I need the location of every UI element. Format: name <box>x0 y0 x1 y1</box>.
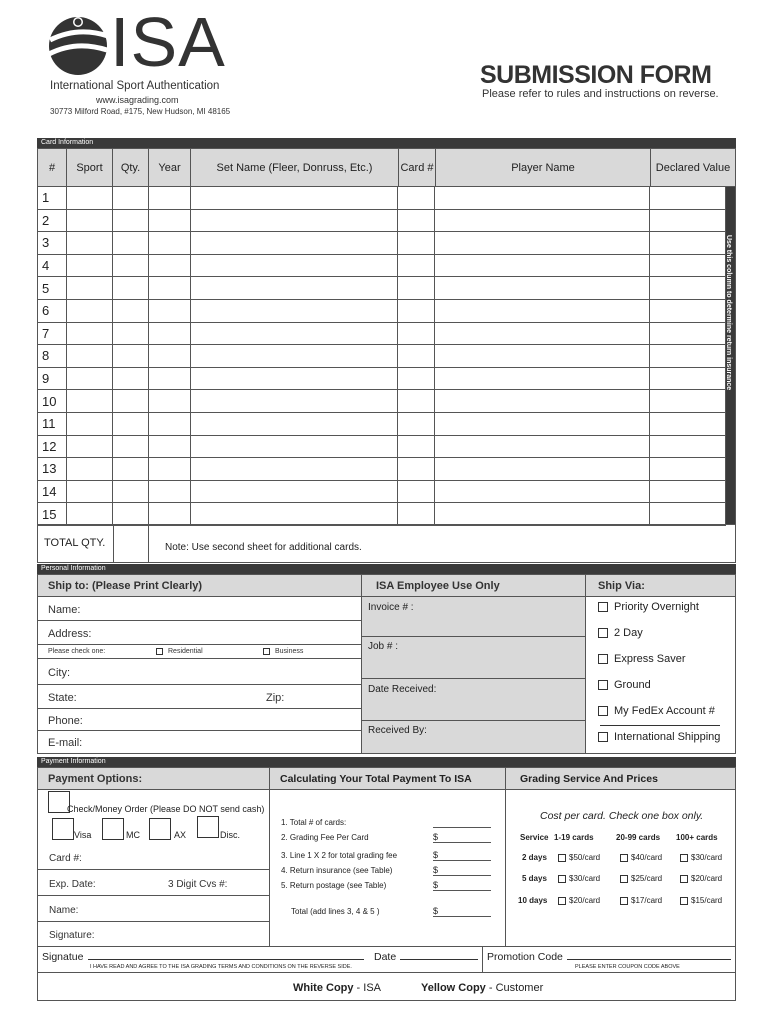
ship-option-checkbox[interactable] <box>598 680 608 690</box>
card-row <box>38 412 726 435</box>
card-table-header <box>38 149 735 187</box>
white-copy-label: White Copy <box>293 982 354 994</box>
row-number: 10 <box>38 390 67 413</box>
card-cell[interactable] <box>435 322 650 345</box>
price-option-checkbox[interactable] <box>680 854 688 862</box>
card-cell[interactable] <box>435 209 650 232</box>
card-cell[interactable] <box>398 367 435 390</box>
job-field[interactable]: Job # : <box>362 637 586 679</box>
footer-signature-row <box>37 947 736 973</box>
state-zip-field[interactable]: State: Zip: <box>38 685 362 709</box>
row-number: 7 <box>38 322 67 345</box>
calc-line-label: 2. Grading Fee Per Card <box>281 833 369 842</box>
card-cell[interactable] <box>435 299 650 322</box>
ax-checkbox[interactable] <box>149 818 171 840</box>
card-cell[interactable] <box>66 209 112 232</box>
row-number: 13 <box>38 458 67 481</box>
card-cell[interactable] <box>650 232 726 255</box>
card-cell[interactable] <box>435 503 650 526</box>
ship-via-options <box>586 597 735 753</box>
price-option-label: $30/card <box>691 853 723 862</box>
card-cell[interactable] <box>112 412 148 435</box>
globe-logo-icon <box>46 14 110 78</box>
card-cell[interactable] <box>148 367 190 390</box>
calc-line-label: 1. Total # of cards: <box>281 818 347 827</box>
ship-option-label: My FedEx Account # <box>614 705 715 717</box>
card-row <box>38 322 726 345</box>
card-cell[interactable] <box>398 322 435 345</box>
yellow-copy-label: Yellow Copy <box>421 982 486 994</box>
ship-option-label: International Shipping <box>614 731 721 743</box>
calc-dollar: $ <box>433 832 439 842</box>
payment-info-section-bar: Payment Information <box>37 757 736 767</box>
card-cell[interactable] <box>112 232 148 255</box>
price-option-checkbox[interactable] <box>680 875 688 883</box>
card-cell[interactable] <box>435 187 650 210</box>
promo-code-area[interactable] <box>483 947 735 972</box>
price-col-header: 1-19 cards <box>554 833 594 842</box>
received-by-field[interactable]: Received By: <box>362 721 586 753</box>
calc-line-field[interactable] <box>433 827 491 828</box>
card-cell[interactable] <box>112 435 148 458</box>
invoice-field[interactable]: Invoice # : <box>362 597 586 637</box>
card-cell[interactable] <box>650 412 726 435</box>
form-title: SUBMISSION FORM <box>480 61 712 89</box>
card-cell[interactable] <box>398 390 435 413</box>
ship-option[interactable] <box>598 731 720 743</box>
card-cell[interactable] <box>398 187 435 210</box>
card-cell[interactable] <box>66 277 112 300</box>
row-number: 14 <box>38 480 67 503</box>
ship-option-checkbox[interactable] <box>598 602 608 612</box>
calc-line-field[interactable] <box>433 842 491 843</box>
card-cell[interactable] <box>148 232 190 255</box>
card-cell[interactable] <box>112 503 148 526</box>
price-option-label: $20/card <box>569 896 601 905</box>
card-cell[interactable] <box>66 367 112 390</box>
price-service: 5 days <box>522 874 547 883</box>
card-cell[interactable] <box>148 435 190 458</box>
card-row <box>38 435 726 458</box>
card-cell[interactable] <box>650 299 726 322</box>
row-number: 15 <box>38 503 67 526</box>
card-row <box>38 209 726 232</box>
col-card-number: Card # <box>399 149 436 186</box>
card-cell[interactable] <box>190 345 398 368</box>
card-row <box>38 367 726 390</box>
price-option-label: $20/card <box>691 874 723 883</box>
calc-line-label: 5. Return postage (see Table) <box>281 881 387 890</box>
disc-checkbox[interactable] <box>197 816 219 838</box>
row-number: 9 <box>38 367 67 390</box>
card-cell[interactable] <box>650 503 726 526</box>
card-cell[interactable] <box>112 390 148 413</box>
row-number: 3 <box>38 232 67 255</box>
card-cell[interactable] <box>435 345 650 368</box>
logo-text: ISA <box>110 3 226 81</box>
card-cell[interactable] <box>66 390 112 413</box>
price-option[interactable] <box>620 896 662 905</box>
card-cell[interactable] <box>112 277 148 300</box>
card-cell[interactable] <box>66 322 112 345</box>
card-cell[interactable] <box>650 209 726 232</box>
org-address: 30773 Milford Road, #175, New Hudson, MI 48165 <box>50 107 231 116</box>
calc-total-field[interactable] <box>433 916 491 917</box>
row-number: 2 <box>38 209 67 232</box>
total-qty-label: TOTAL QTY. <box>44 537 106 549</box>
card-cell[interactable] <box>435 458 650 481</box>
exp-cvs-field[interactable]: Exp. Date: 3 Digit Cvs #: <box>38 870 269 896</box>
price-option-checkbox[interactable] <box>620 897 628 905</box>
price-option[interactable] <box>558 853 600 862</box>
price-col-header: 100+ cards <box>676 833 718 842</box>
card-cell[interactable] <box>190 209 398 232</box>
card-cell[interactable] <box>650 277 726 300</box>
card-cell[interactable] <box>148 480 190 503</box>
card-cell[interactable] <box>435 412 650 435</box>
card-cell[interactable] <box>66 503 112 526</box>
insurance-side-note: Use this column to determine return insurance <box>725 235 732 391</box>
row-number: 11 <box>38 412 67 435</box>
calc-line-field[interactable] <box>433 860 491 861</box>
card-row <box>38 232 726 255</box>
price-option[interactable] <box>680 853 722 862</box>
card-cell[interactable] <box>650 480 726 503</box>
card-cell[interactable] <box>148 322 190 345</box>
personal-info-block <box>37 574 736 754</box>
yellow-copy-recipient: - Customer <box>485 982 544 994</box>
fedex-account-line <box>600 725 720 726</box>
card-cell[interactable] <box>190 367 398 390</box>
card-cell[interactable] <box>398 299 435 322</box>
price-option[interactable] <box>680 874 722 883</box>
card-cell[interactable] <box>650 367 726 390</box>
card-cell[interactable] <box>435 277 650 300</box>
price-option-label: $50/card <box>569 853 601 862</box>
ship-option[interactable] <box>598 653 686 665</box>
price-option-checkbox[interactable] <box>558 854 566 862</box>
calc-line-field[interactable] <box>433 875 491 876</box>
card-cell[interactable] <box>66 299 112 322</box>
row-number: 5 <box>38 277 67 300</box>
visa-checkbox[interactable] <box>52 818 74 840</box>
price-service: 2 days <box>522 853 547 862</box>
card-cell[interactable] <box>650 322 726 345</box>
card-row <box>38 277 726 300</box>
grading-header: Grading Service And Prices <box>506 768 735 790</box>
card-cell[interactable] <box>148 412 190 435</box>
address-type-row: Please check one: Residential Business <box>38 645 362 659</box>
card-cell[interactable] <box>148 187 190 210</box>
card-cell[interactable] <box>190 480 398 503</box>
card-row <box>38 254 726 277</box>
card-cell[interactable] <box>398 277 435 300</box>
signature-field[interactable]: Signature: <box>49 930 95 941</box>
white-copy-recipient: - ISA <box>353 982 382 994</box>
isa-logo <box>46 3 246 82</box>
org-name: International Sport Authentication <box>50 80 220 92</box>
ship-option-label: 2 Day <box>614 627 643 639</box>
col-year: Year <box>149 149 191 186</box>
signature-label: Signatue <box>42 951 84 963</box>
ship-option-label: Priority Overnight <box>614 601 699 613</box>
calc-area <box>270 790 506 946</box>
ship-option-label: Ground <box>614 679 651 691</box>
copy-distribution-row <box>37 973 736 1001</box>
row-number: 4 <box>38 254 67 277</box>
card-cell[interactable] <box>66 232 112 255</box>
date-label: Date <box>374 951 397 963</box>
payment-info-block <box>37 767 736 947</box>
price-col-header: 20-99 cards <box>616 833 661 842</box>
card-cell[interactable] <box>650 254 726 277</box>
card-cell[interactable] <box>190 187 398 210</box>
ship-option[interactable] <box>598 627 643 639</box>
price-option[interactable] <box>620 853 662 862</box>
calc-line-field[interactable] <box>433 890 491 891</box>
calc-line-label: 4. Return insurance (see Table) <box>281 866 393 875</box>
insurance-side-column <box>725 187 735 524</box>
price-option[interactable] <box>620 874 662 883</box>
price-col-header: Service <box>520 833 549 842</box>
price-option-label: $15/card <box>691 896 723 905</box>
card-cell[interactable] <box>398 254 435 277</box>
card-cell[interactable] <box>190 503 398 526</box>
ship-option-checkbox[interactable] <box>598 706 608 716</box>
ship-option-checkbox[interactable] <box>598 654 608 664</box>
card-cell[interactable] <box>190 412 398 435</box>
card-cell[interactable] <box>148 458 190 481</box>
card-cell[interactable] <box>398 232 435 255</box>
card-cell[interactable] <box>148 277 190 300</box>
card-cell[interactable] <box>148 345 190 368</box>
ship-via-header: Ship Via: <box>586 575 735 597</box>
city-field[interactable]: City: <box>38 659 362 685</box>
price-option[interactable] <box>558 896 600 905</box>
card-cell[interactable] <box>190 322 398 345</box>
promo-label: Promotion Code <box>487 951 563 963</box>
price-option[interactable] <box>680 896 722 905</box>
calc-dollar: $ <box>433 865 439 875</box>
ship-option[interactable] <box>598 679 651 691</box>
card-cell[interactable] <box>190 232 398 255</box>
signature-line-area[interactable] <box>38 947 483 972</box>
card-cell[interactable] <box>148 503 190 526</box>
ship-option-checkbox[interactable] <box>598 628 608 638</box>
card-row <box>38 503 726 526</box>
card-cell[interactable] <box>435 390 650 413</box>
card-row <box>38 458 726 481</box>
card-cell[interactable] <box>112 345 148 368</box>
card-cell[interactable] <box>66 412 112 435</box>
col-number: # <box>38 149 67 186</box>
col-qty: Qty. <box>113 149 149 186</box>
price-option-checkbox[interactable] <box>558 875 566 883</box>
payment-options-header: Payment Options: <box>38 768 270 790</box>
card-cell[interactable] <box>66 435 112 458</box>
card-cell[interactable] <box>190 458 398 481</box>
price-service: 10 days <box>518 896 548 905</box>
price-option-label: $25/card <box>631 874 663 883</box>
col-set-name: Set Name (Fleer, Donruss, Etc.) <box>191 149 399 186</box>
mc-checkbox[interactable] <box>102 818 124 840</box>
card-cell[interactable] <box>398 345 435 368</box>
card-cell[interactable] <box>66 458 112 481</box>
price-option-checkbox[interactable] <box>620 875 628 883</box>
cardholder-name-field[interactable]: Name: <box>38 896 269 922</box>
card-cell[interactable] <box>112 480 148 503</box>
calc-header: Calculating Your Total Payment To ISA <box>270 768 506 790</box>
price-option-checkbox[interactable] <box>558 897 566 905</box>
price-option[interactable] <box>558 874 600 883</box>
card-table <box>37 148 736 563</box>
card-number-field[interactable]: Card #: <box>38 844 269 870</box>
date-received-field[interactable]: Date Received: <box>362 679 586 721</box>
promo-note: PLEASE ENTER COUPON CODE ABOVE <box>575 964 680 970</box>
col-player-name: Player Name <box>436 149 651 186</box>
card-cell[interactable] <box>112 187 148 210</box>
card-row <box>38 299 726 322</box>
address-field[interactable]: Address: <box>38 621 362 645</box>
ship-option[interactable] <box>598 705 715 717</box>
website: www.isagrading.com <box>96 95 179 105</box>
personal-info-section-bar: Personal Information <box>37 564 736 574</box>
card-cell[interactable] <box>650 345 726 368</box>
card-rows <box>37 186 726 526</box>
calc-dollar: $ <box>433 880 439 890</box>
card-cell[interactable] <box>398 458 435 481</box>
card-cell[interactable] <box>112 209 148 232</box>
row-number: 8 <box>38 345 67 368</box>
card-cell[interactable] <box>398 209 435 232</box>
card-cell[interactable] <box>435 232 650 255</box>
card-cell[interactable] <box>398 480 435 503</box>
employee-use-header: ISA Employee Use Only <box>362 575 586 597</box>
signature-line <box>88 959 364 960</box>
card-cell[interactable] <box>148 209 190 232</box>
card-cell[interactable] <box>435 480 650 503</box>
card-cell[interactable] <box>190 277 398 300</box>
payment-options-area: Check/Money Order (Please DO NOT send cash) Visa MC AX Disc. Card #: Exp. Date: 3 Digit Cvs #: Name: Signature: <box>38 790 270 946</box>
card-cell[interactable] <box>66 254 112 277</box>
card-cell[interactable] <box>435 435 650 458</box>
card-cell[interactable] <box>650 390 726 413</box>
card-row <box>38 187 726 210</box>
card-cell[interactable] <box>190 299 398 322</box>
card-cell[interactable] <box>190 390 398 413</box>
ship-to-header: Ship to: (Please Print Clearly) <box>38 575 362 597</box>
price-option-label: $17/card <box>631 896 663 905</box>
card-cell[interactable] <box>112 254 148 277</box>
additional-cards-note: Note: Use second sheet for additional cards. <box>165 542 362 553</box>
grading-note: Cost per card. Check one box only. <box>540 810 704 822</box>
row-number: 1 <box>38 187 67 210</box>
card-cell[interactable] <box>66 480 112 503</box>
total-row <box>38 524 735 562</box>
price-option-label: $30/card <box>569 874 601 883</box>
calc-dollar: $ <box>433 850 439 860</box>
card-cell[interactable] <box>398 503 435 526</box>
promo-line <box>567 959 731 960</box>
card-cell[interactable] <box>148 299 190 322</box>
residential-checkbox[interactable] <box>156 648 163 655</box>
business-checkbox[interactable] <box>263 648 270 655</box>
name-field[interactable]: Name: <box>38 597 362 621</box>
card-cell[interactable] <box>650 187 726 210</box>
price-option-checkbox[interactable] <box>680 897 688 905</box>
email-field[interactable]: E-mail: <box>38 731 362 753</box>
calc-total-dollar: $ <box>433 906 439 916</box>
form-subtitle: Please refer to rules and instructions on reverse. <box>482 88 719 100</box>
card-cell[interactable] <box>112 322 148 345</box>
card-cell[interactable] <box>435 254 650 277</box>
card-cell[interactable] <box>148 254 190 277</box>
card-cell[interactable] <box>190 435 398 458</box>
card-cell[interactable] <box>650 458 726 481</box>
calc-total-label: Total (add lines 3, 4 & 5 ) <box>291 907 380 916</box>
card-row <box>38 390 726 413</box>
card-info-section-bar: Card Information <box>37 138 736 148</box>
row-number: 6 <box>38 299 67 322</box>
price-option-label: $40/card <box>631 853 663 862</box>
card-cell[interactable] <box>112 367 148 390</box>
card-cell[interactable] <box>435 367 650 390</box>
total-qty-field[interactable] <box>113 525 149 563</box>
card-cell[interactable] <box>112 458 148 481</box>
price-option-checkbox[interactable] <box>620 854 628 862</box>
ship-option[interactable] <box>598 601 699 613</box>
col-declared-value: Declared Value <box>651 149 735 186</box>
calc-line-label: 3. Line 1 X 2 for total grading fee <box>281 851 398 860</box>
col-sport: Sport <box>67 149 113 186</box>
card-cell[interactable] <box>148 390 190 413</box>
card-cell[interactable] <box>66 187 112 210</box>
card-row <box>38 345 726 368</box>
grading-area <box>506 790 735 946</box>
card-cell[interactable] <box>398 412 435 435</box>
card-cell[interactable] <box>66 345 112 368</box>
card-cell[interactable] <box>190 254 398 277</box>
ship-option-checkbox[interactable] <box>598 732 608 742</box>
date-line <box>400 959 478 960</box>
card-row <box>38 480 726 503</box>
row-number: 12 <box>38 435 67 458</box>
card-cell[interactable] <box>398 435 435 458</box>
agree-text: I HAVE READ AND AGREE TO THE ISA GRADING TERMS AND CONDITIONS ON THE REVERSE SIDE. <box>90 964 352 970</box>
card-cell[interactable] <box>650 435 726 458</box>
phone-field[interactable]: Phone: <box>38 709 362 731</box>
ship-option-label: Express Saver <box>614 653 686 665</box>
card-cell[interactable] <box>112 299 148 322</box>
